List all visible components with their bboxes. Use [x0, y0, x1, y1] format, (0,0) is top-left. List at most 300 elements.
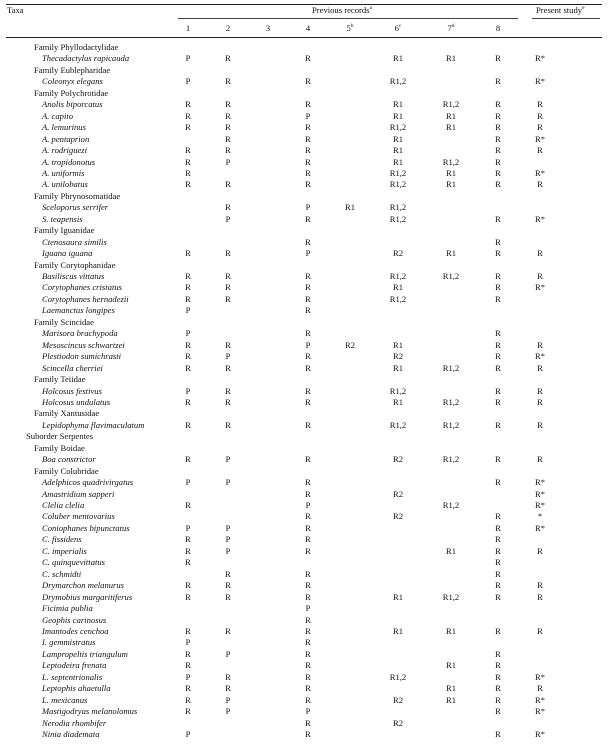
record-cell-2: R	[225, 179, 231, 190]
present-study-cell: R	[537, 362, 543, 373]
species-name: Iguana iguana	[42, 248, 93, 259]
present-study-cell: R	[537, 545, 543, 556]
species-name: Holcosus festivus	[42, 385, 102, 396]
present-study-cell: R	[537, 122, 543, 133]
record-cell-1: R	[185, 419, 191, 430]
table-row	[0, 637, 608, 648]
record-cell-6: R1	[392, 145, 404, 156]
record-cell-2: P	[225, 351, 231, 362]
record-cell-1: R	[185, 122, 191, 133]
record-cell-4: R	[305, 179, 311, 190]
record-cell-2: R	[225, 293, 231, 304]
header-bottom-rule	[6, 37, 602, 38]
present-study-cell: R	[537, 580, 543, 591]
record-cell-6: R1	[392, 110, 404, 121]
record-cell-7: R1,2	[442, 362, 460, 373]
record-cell-2: P	[225, 545, 231, 556]
table-row	[0, 202, 608, 213]
record-cell-2: R	[225, 625, 231, 636]
record-cell-2: R	[225, 271, 231, 281]
record-cell-4: P	[305, 339, 311, 350]
present-study-cell: *	[537, 511, 543, 522]
record-cell-6: R1,2	[389, 167, 407, 178]
record-cell-2: P	[225, 694, 231, 705]
record-cell-2: R	[225, 591, 231, 602]
table-row	[0, 386, 608, 397]
record-cell-8: R	[495, 76, 501, 87]
record-cell-1: R	[185, 282, 191, 293]
table-row	[0, 271, 608, 282]
record-cell-6: R1,2	[389, 419, 407, 430]
present-study-cell: R	[537, 385, 543, 396]
family-heading-row	[0, 374, 608, 385]
record-cell-7: R1	[445, 179, 457, 190]
record-cell-1: R	[185, 706, 191, 717]
record-cell-1: P	[185, 671, 191, 682]
present-study-cell: R	[537, 179, 543, 190]
record-cell-7: R1,2	[442, 591, 460, 602]
family-heading-row	[0, 317, 608, 328]
table-row	[0, 660, 608, 671]
record-cell-4: P	[305, 110, 311, 121]
record-cell-6: R2	[392, 351, 404, 362]
table-row	[0, 397, 608, 408]
record-cell-6: R1,2	[389, 179, 407, 190]
record-cell-1: P	[185, 637, 191, 648]
species-name: C. fissidens	[42, 534, 82, 545]
record-cell-1: R	[185, 454, 191, 465]
table-row	[0, 351, 608, 362]
table-row	[0, 76, 608, 87]
table-row	[0, 695, 608, 706]
present-study-cell: R*	[534, 522, 546, 533]
table-row	[0, 489, 608, 500]
species-name: Drymarchon melanurus	[42, 580, 125, 591]
record-cell-8: R	[495, 591, 501, 602]
table-row	[0, 511, 608, 522]
record-cell-6: R1,2	[389, 76, 407, 87]
species-name: Drymobius margaritiferus	[42, 591, 133, 602]
present-study-cell: R*	[534, 213, 546, 224]
record-cell-6: R1	[392, 625, 404, 636]
family-heading-row	[0, 42, 608, 53]
species-name: Plestiodon sumichrasti	[42, 351, 122, 362]
table-row	[0, 729, 608, 740]
record-cell-4: R	[305, 671, 311, 682]
record-cell-7: R1,2	[442, 454, 460, 465]
group-name: Suborder Serpentes	[26, 431, 94, 442]
species-name: Geophis carinosus	[42, 614, 107, 625]
record-cell-8: R	[495, 522, 501, 533]
group-name: Family Phrynosomatidae	[34, 190, 121, 201]
record-cell-8: R	[495, 511, 501, 522]
record-cell-7: R1	[445, 53, 457, 64]
record-cell-4: R	[305, 488, 311, 499]
record-cell-6: R2	[392, 248, 404, 259]
family-heading-row	[0, 88, 608, 99]
present-study-cell: R	[537, 248, 543, 259]
table-row	[0, 305, 608, 316]
record-cell-4: R	[305, 683, 311, 694]
record-cell-7: R1	[445, 694, 457, 705]
column-header-8: 8	[495, 23, 501, 33]
species-name: Ficimia publia	[42, 603, 93, 614]
present-study-cell: R*	[534, 282, 546, 293]
record-cell-8: R	[495, 339, 501, 350]
record-cell-2: R	[225, 99, 231, 110]
record-cell-1: P	[185, 328, 191, 339]
family-heading-row	[0, 466, 608, 477]
table-row	[0, 592, 608, 603]
family-heading-row	[0, 225, 608, 236]
record-cell-2: R	[225, 145, 231, 156]
record-cell-2: P	[225, 156, 231, 167]
record-cell-1: R	[185, 167, 191, 178]
record-cell-4: R	[305, 477, 311, 488]
record-cell-4: R	[305, 637, 311, 648]
species-name: Boa constrictor	[42, 454, 96, 465]
record-cell-4: R	[305, 660, 311, 671]
record-cell-2: R	[225, 568, 231, 579]
record-cell-4: R	[305, 53, 311, 64]
species-name: Adelphicos quadrivirgatus	[42, 477, 134, 488]
group-name: Family Xantusidae	[34, 408, 100, 419]
table-row	[0, 500, 608, 511]
group-name: Family Colubridae	[34, 465, 99, 476]
record-cell-1: P	[185, 76, 191, 87]
record-cell-1: R	[185, 396, 191, 407]
group-name: Family Corytophanidae	[34, 259, 116, 270]
table-row	[0, 294, 608, 305]
record-cell-7: R1	[445, 167, 457, 178]
record-cell-7: R1,2	[442, 500, 460, 510]
species-name: A. rodriguezi	[42, 145, 88, 156]
record-cell-2: R	[225, 282, 231, 293]
present-study-cell: R	[537, 419, 543, 430]
record-cell-6: R2	[392, 511, 404, 522]
record-cell-1: R	[185, 625, 191, 636]
record-cell-2: P	[225, 706, 231, 717]
record-cell-1: R	[185, 248, 191, 259]
table-row	[0, 157, 608, 168]
table-row	[0, 546, 608, 557]
record-cell-4: R	[305, 213, 311, 224]
group-name: Family Polychrotidae	[34, 87, 109, 98]
record-cell-4: R	[305, 122, 311, 133]
table-row	[0, 580, 608, 591]
record-cell-7: R1	[445, 248, 457, 259]
species-name: Leptophis ahaetulla	[42, 683, 111, 694]
header-taxa: Taxa	[7, 5, 24, 15]
record-cell-6: R1,2	[389, 122, 407, 133]
record-cell-4: R	[305, 156, 311, 167]
record-cell-4: R	[305, 351, 311, 362]
species-name: A. tropidonotus	[42, 156, 96, 167]
table-row	[0, 683, 608, 694]
record-cell-8: R	[495, 385, 501, 396]
record-cell-6: R1	[392, 53, 404, 64]
species-name: Coluber mentovarius	[42, 511, 115, 522]
record-cell-4: R	[305, 396, 311, 407]
table-row	[0, 53, 608, 64]
record-cell-6: R1	[392, 591, 404, 602]
group-name: Family Eublepharidae	[34, 64, 111, 75]
record-cell-6: R1	[392, 362, 404, 373]
present-study-cell: R	[537, 454, 543, 465]
column-header-5: 5$^b$	[346, 23, 354, 33]
record-cell-1: R	[185, 362, 191, 373]
record-cell-4: R	[305, 236, 311, 247]
species-name: Basiliscus vittatus	[42, 271, 105, 281]
record-cell-8: R	[495, 706, 501, 717]
record-cell-1: P	[185, 729, 191, 739]
record-cell-6: R1,2	[389, 671, 407, 682]
record-cell-4: R	[305, 522, 311, 533]
species-name: A. unilobatus	[42, 179, 88, 190]
record-cell-6: R1	[392, 339, 404, 350]
record-cell-4: R	[305, 419, 311, 430]
record-cell-8: R	[495, 557, 501, 568]
record-cell-4: R	[305, 328, 311, 339]
record-cell-8: R	[495, 545, 501, 556]
record-cell-1: R	[185, 534, 191, 545]
record-cell-8: R	[495, 328, 501, 339]
record-cell-6: R1	[392, 133, 404, 144]
record-cell-2: P	[225, 648, 231, 659]
top-rule	[6, 4, 602, 5]
species-name: I. gemmistratus	[42, 637, 96, 648]
record-cell-4: R	[305, 454, 311, 465]
species-name: Imantodes cenchoa	[42, 625, 109, 636]
record-cell-2: R	[225, 110, 231, 121]
record-cell-8: R	[495, 236, 501, 247]
species-name: A. lemurinus	[42, 122, 86, 133]
species-name: C. quinquevittatus	[42, 557, 106, 568]
species-name: Sceloporus serrifer	[42, 202, 109, 213]
record-cell-2: R	[225, 362, 231, 373]
record-cell-7: R1,2	[442, 99, 460, 110]
record-cell-4: P	[305, 202, 311, 213]
record-cell-4: R	[305, 293, 311, 304]
suborder-heading-row	[0, 431, 608, 442]
record-cell-8: R	[495, 213, 501, 224]
record-cell-4: R	[305, 580, 311, 591]
record-cell-7: R1,2	[442, 271, 460, 281]
record-cell-8: R	[495, 53, 501, 64]
record-cell-1: R	[185, 339, 191, 350]
present-study-cell: R	[537, 271, 543, 281]
record-cell-8: R	[495, 110, 501, 121]
record-cell-4: R	[305, 717, 311, 728]
present-study-cell: R	[537, 625, 543, 636]
group-name: Family Teiidae	[34, 374, 86, 385]
species-name: Lampropeltis triangulum	[42, 648, 128, 659]
table-row	[0, 237, 608, 248]
species-name: Coniophanes bipunctatus	[42, 522, 130, 533]
record-cell-2: P	[225, 477, 231, 488]
record-cell-2: R	[225, 53, 231, 64]
record-cell-5: R1	[344, 202, 356, 213]
present-study-cell: R	[537, 396, 543, 407]
table-row	[0, 718, 608, 729]
record-cell-1: R	[185, 648, 191, 659]
record-cell-1: R	[185, 683, 191, 694]
present-study-cell: R*	[534, 477, 546, 488]
family-heading-row	[0, 260, 608, 271]
record-cell-8: R	[495, 729, 501, 739]
record-cell-4: R	[305, 591, 311, 602]
record-cell-4: R	[305, 99, 311, 110]
record-cell-6: R1	[392, 396, 404, 407]
present-study-cell: R*	[534, 694, 546, 705]
table-row	[0, 615, 608, 626]
record-cell-8: R	[495, 271, 501, 281]
species-name: L. septentrionalis	[42, 671, 103, 682]
species-name: Marisora brachypoda	[42, 328, 118, 339]
record-cell-5: R2	[344, 339, 356, 350]
table-row	[0, 569, 608, 580]
record-cell-8: R	[495, 156, 501, 167]
record-cell-8: R	[495, 179, 501, 190]
record-cell-8: R	[495, 477, 501, 488]
column-header-1: 1	[185, 23, 191, 33]
record-cell-8: R	[495, 568, 501, 579]
record-cell-4: R	[305, 362, 311, 373]
present-study-cell: R*	[534, 133, 546, 144]
record-cell-2: P	[225, 454, 231, 465]
column-header-2: 2	[225, 23, 231, 33]
species-name: Leptodeira frenata	[42, 660, 107, 671]
record-cell-2: R	[225, 133, 231, 144]
family-heading-row	[0, 443, 608, 454]
group-name: Family Iguanidae	[34, 225, 95, 236]
record-cell-2: R	[225, 396, 231, 407]
record-cell-4: R	[305, 167, 311, 178]
column-header-4: 4	[305, 23, 311, 33]
record-cell-1: P	[185, 522, 191, 533]
record-cell-8: R	[495, 419, 501, 430]
record-cell-6: R2	[392, 694, 404, 705]
record-cell-1: R	[185, 145, 191, 156]
record-cell-4: R	[305, 76, 311, 87]
record-cell-4: R	[305, 614, 311, 625]
record-cell-1: R	[185, 500, 191, 510]
record-cell-4: R	[305, 625, 311, 636]
species-name: Clelia clelia	[42, 500, 85, 510]
record-cell-4: R	[305, 534, 311, 545]
record-cell-1: R	[185, 271, 191, 281]
record-cell-4: P	[305, 706, 311, 717]
record-cell-6: R1,2	[389, 385, 407, 396]
record-cell-7: R1	[445, 545, 457, 556]
present-study-cell: R*	[534, 671, 546, 682]
record-cell-6: R1,2	[389, 213, 407, 224]
species-name: Amastridium sapperi	[42, 488, 115, 499]
record-cell-7: R1	[445, 625, 457, 636]
record-cell-2: P	[225, 534, 231, 545]
record-cell-2: R	[225, 671, 231, 682]
column-header-6: 6$^c$	[394, 23, 402, 33]
species-name: A. pentaprion	[42, 133, 90, 144]
record-cell-8: R	[495, 145, 501, 156]
table-row	[0, 328, 608, 339]
present-study-cell: R	[537, 110, 543, 121]
record-cell-4: R	[305, 271, 311, 281]
table-row	[0, 179, 608, 190]
present-study-cell: R*	[534, 488, 546, 499]
group-name: Family Boidae	[34, 442, 85, 453]
table-row	[0, 523, 608, 534]
column-header-7: 7$^d$	[447, 23, 455, 33]
table-row	[0, 122, 608, 133]
group-name: Family Scincidae	[34, 316, 94, 327]
present-study-cell: R*	[534, 76, 546, 87]
table-row	[0, 626, 608, 637]
record-cell-1: P	[185, 53, 191, 64]
table-row	[0, 534, 608, 545]
species-name: Corytophanes hernadezii	[42, 293, 129, 304]
family-heading-row	[0, 408, 608, 419]
record-cell-1: R	[185, 545, 191, 556]
table-row	[0, 603, 608, 614]
record-cell-6: R2	[392, 488, 404, 499]
record-cell-6: R1,2	[389, 293, 407, 304]
record-cell-7: R1	[445, 110, 457, 121]
header-present-study: Present study$^e$	[536, 5, 585, 15]
table-row	[0, 454, 608, 465]
table-row	[0, 420, 608, 431]
record-cell-4: R	[305, 385, 311, 396]
record-cell-2: R	[225, 385, 231, 396]
record-cell-2: R	[225, 202, 231, 213]
record-cell-4: P	[305, 248, 311, 259]
record-cell-2: P	[225, 522, 231, 533]
record-cell-4: R	[305, 133, 311, 144]
record-cell-8: R	[495, 454, 501, 465]
species-name: Lepidophyma flavimaculatum	[42, 419, 145, 430]
record-cell-8: R	[495, 167, 501, 178]
present-study-cell: R	[537, 339, 543, 350]
present-study-cell: R*	[534, 53, 546, 64]
record-cell-8: R	[495, 534, 501, 545]
species-name: Anolis biporcatus	[42, 99, 103, 110]
present-study-cell: R	[537, 145, 543, 156]
present-study-cell: R*	[534, 500, 546, 510]
record-cell-4: R	[305, 305, 311, 316]
table-row	[0, 248, 608, 259]
species-name: Ninia diademata	[42, 729, 100, 739]
record-cell-6: R1	[392, 156, 404, 167]
record-cell-8: R	[495, 248, 501, 259]
record-cell-1: R	[185, 591, 191, 602]
record-cell-7: R1	[445, 122, 457, 133]
previous-records-rule	[178, 18, 518, 19]
record-cell-8: R	[495, 671, 501, 682]
group-name: Family Phyllodactylidae	[34, 42, 119, 52]
family-heading-row	[0, 191, 608, 202]
species-name: Thecadactylus rapicauda	[42, 53, 130, 64]
record-cell-4: R	[305, 282, 311, 293]
record-cell-2: R	[225, 683, 231, 694]
record-cell-4: P	[305, 603, 311, 614]
record-cell-1: R	[185, 694, 191, 705]
present-study-cell: R*	[534, 167, 546, 178]
species-name: Scincella cherriei	[42, 362, 103, 373]
record-cell-7: R1,2	[442, 156, 460, 167]
present-study-rule	[532, 18, 600, 19]
table-row	[0, 134, 608, 145]
record-cell-4: R	[305, 729, 311, 739]
